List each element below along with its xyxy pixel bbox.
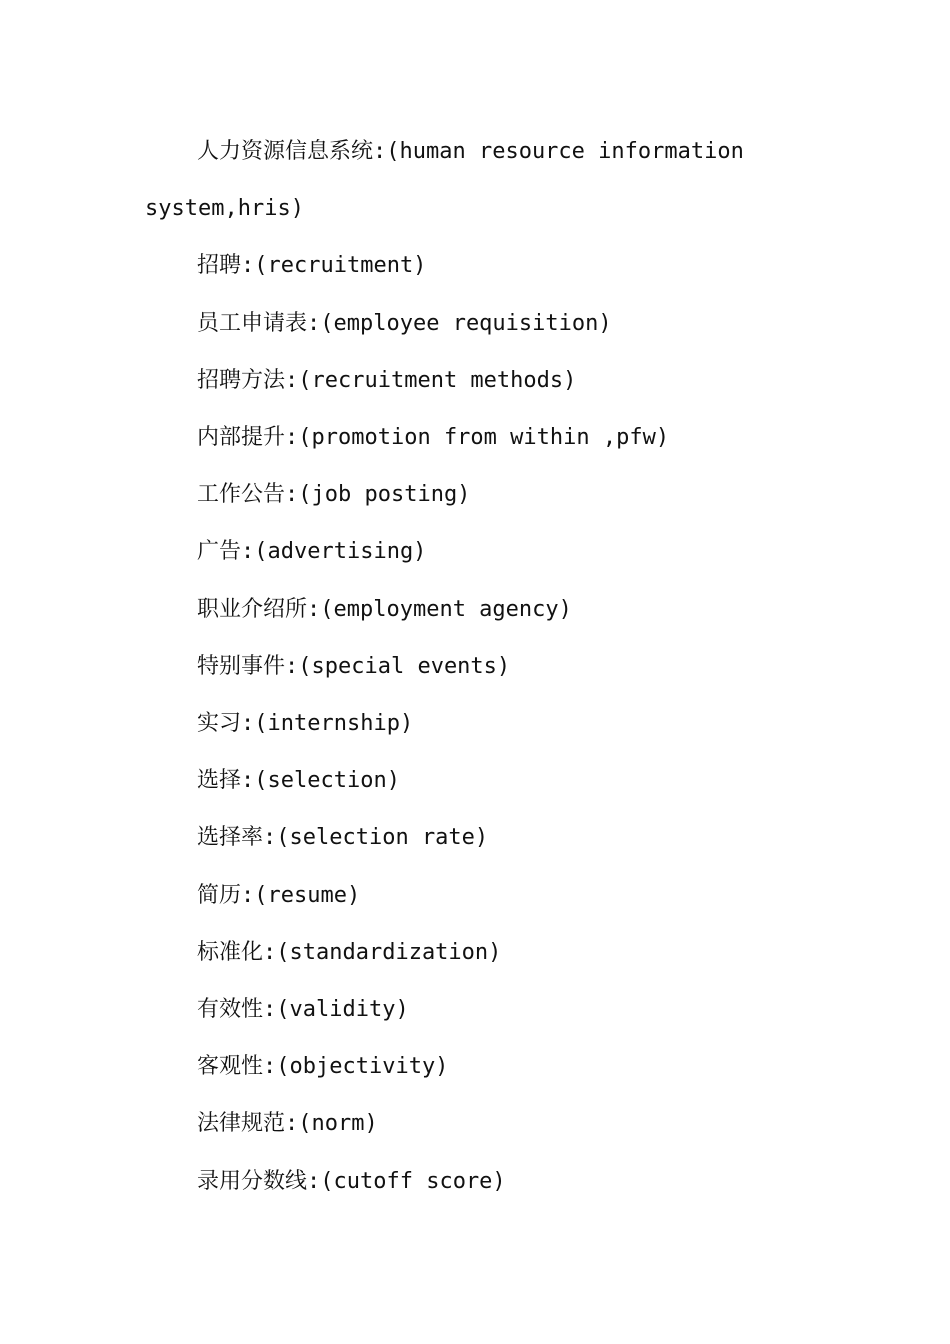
glossary-entry-recruitment-methods: 招聘方法:(recruitment methods) (197, 367, 577, 393)
glossary-entry-selection: 选择:(selection) (197, 768, 400, 794)
glossary-entry-internship: 实习:(internship) (197, 711, 414, 737)
glossary-entry-resume: 简历:(resume) (197, 882, 361, 908)
glossary-entry-special-events: 特别事件:(special events) (197, 653, 511, 679)
glossary-body (145, 123, 815, 1210)
glossary-entry-validity: 有效性:(validity) (197, 997, 409, 1023)
glossary-entry-job-posting: 工作公告:(job posting) (197, 482, 471, 508)
glossary-entry-employment-agency: 职业介绍所:(employment agency) (197, 596, 572, 622)
glossary-entry-advertising: 广告:(advertising) (197, 539, 427, 565)
glossary-entry-promotion-from-within: 内部提升:(promotion from within ,pfw) (197, 425, 670, 451)
glossary-entry-employee-requisition: 员工申请表:(employee requisition) (197, 310, 612, 336)
glossary-entry-norm: 法律规范:(norm) (197, 1111, 378, 1137)
glossary-entry-cutoff-score: 录用分数线:(cutoff score) (197, 1168, 506, 1194)
glossary-entry-recruitment: 招聘:(recruitment) (197, 253, 427, 279)
glossary-entry-selection-rate: 选择率:(selection rate) (197, 825, 489, 851)
glossary-entry-standardization: 标准化:(standardization) (197, 939, 502, 965)
glossary-entry-hris: 人力资源信息系统:(human resource information system,hris) (145, 139, 758, 222)
glossary-entry-objectivity: 客观性:(objectivity) (197, 1054, 449, 1080)
